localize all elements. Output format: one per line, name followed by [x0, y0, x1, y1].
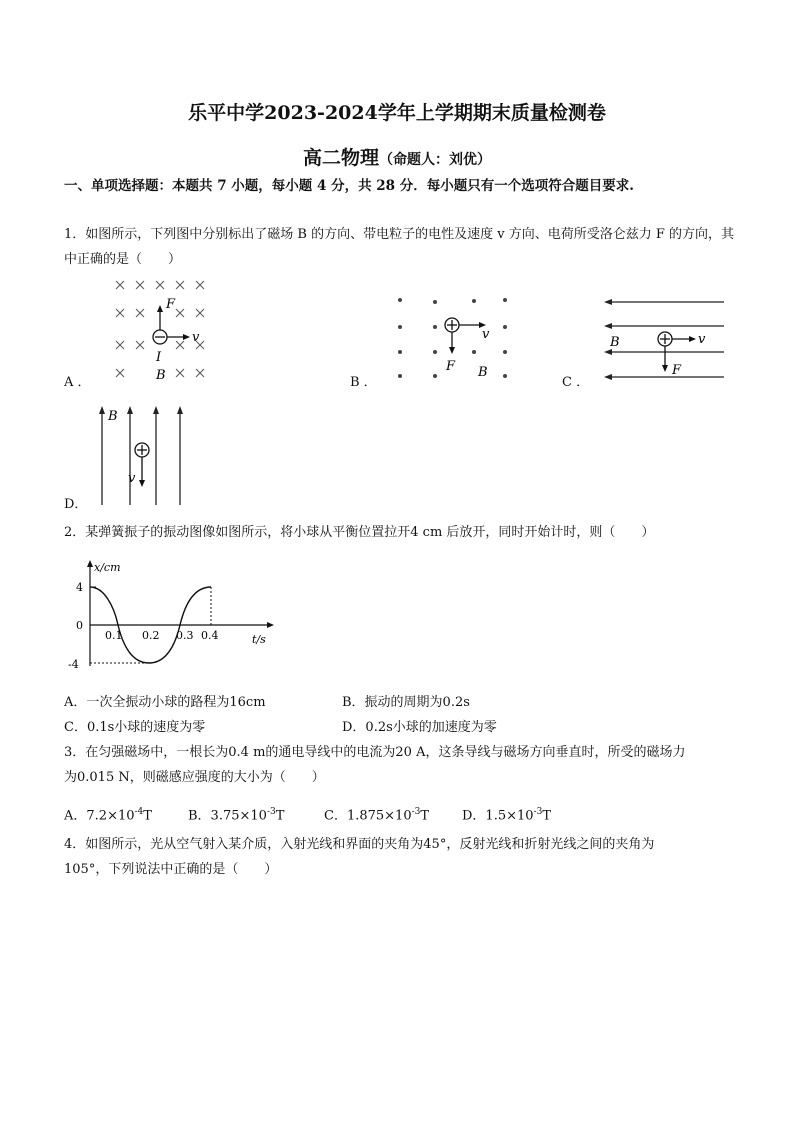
y-tick-0: 0: [76, 619, 83, 632]
x-axis-label: t/s: [252, 633, 266, 646]
label-f: F: [166, 297, 176, 312]
q2-option-d: D．0.2s小球的加速度为零: [342, 720, 497, 735]
y-axis-label: x/cm: [94, 561, 121, 574]
question-2-stem: 2．某弹簧振子的振动图像如图所示，将小球从平衡位置拉开4 cm 后放开，同时开始计时，则（ ）: [64, 525, 655, 540]
option-b-label: B ．: [350, 375, 377, 390]
x-tick-0.4: 0.4: [201, 629, 219, 642]
label-f: F: [446, 359, 456, 374]
q3-option-a: A．$7.2\times 10^{-4}T$: [64, 807, 152, 824]
label-b: B: [478, 365, 488, 380]
label-b: B: [108, 409, 118, 424]
q3-option-c: C．$1.875\times 10^{-3}T$: [324, 807, 430, 824]
x-tick-0.1: 0.1: [105, 629, 123, 642]
x-tick-0.3: 0.3: [176, 629, 194, 642]
q1-figure-a: [100, 275, 230, 390]
author-note: （命题人：刘优）: [379, 152, 491, 168]
question-3-stem-line2: 为0.015 N，则磁感应强度的大小为（ ）: [64, 770, 325, 785]
field-lines-up: [102, 412, 180, 505]
label-v: v: [698, 332, 706, 347]
q1-figure-b: [390, 292, 520, 387]
option-d-label: D．: [64, 497, 88, 512]
x-tick-0.2: 0.2: [142, 629, 160, 642]
option-a-label: A ．: [64, 375, 91, 390]
question-4-stem-line2: 105°，下列说法中正确的是（ ）: [64, 862, 278, 877]
q1-figure-c: [600, 292, 730, 387]
label-b: B: [610, 335, 620, 350]
q3-option-d: D．$1.5\times 10^{-3}T$: [462, 807, 551, 824]
question-4-stem-line1: 4．如图所示，光从空气射入某介质，入射光线和界面的夹角为45°，反射光线和折射光线之间的夹角为: [64, 837, 655, 852]
label-v: v: [128, 471, 136, 486]
y-tick-4: 4: [76, 581, 83, 594]
label-f: F: [672, 363, 682, 378]
q2-option-c: C．0.1s小球的速度为零: [64, 720, 206, 735]
page-title: 乐平中学2023-2024学年上学期期末质量检测卷: [188, 102, 606, 124]
question-1-stem: 1．如图所示，下列图中分别标出了磁场 B 的方向、带电粒子的电性及速度 v 方向、电荷所受洛仑兹力 F 的方向，其中正确的是（ ）: [64, 227, 734, 267]
q2-option-b: B．振动的周期为0.2s: [342, 695, 470, 710]
q3-option-b: B．$3.75\times 10^{-3}T$: [188, 807, 285, 824]
label-v: v: [192, 330, 200, 345]
label-b: B: [156, 368, 166, 383]
question-3-stem-line1: 3．在匀强磁场中，一根长为0.4 m的通电导线中的电流为20 A，这条导线与磁场方向垂直时，所受的磁场力: [64, 745, 686, 760]
option-c-label: C ．: [562, 375, 590, 390]
label-i: I: [156, 350, 162, 365]
q1-figure-d: [90, 400, 190, 510]
page-subtitle: [0, 143, 794, 170]
q2-option-a: A．一次全振动小球的路程为16cm: [64, 695, 266, 710]
subject-name: 高二物理: [302, 147, 379, 169]
y-tick-neg4: -4: [68, 658, 79, 671]
q2-vibration-graph: [62, 558, 287, 678]
section-heading: 一、单项选择题：本题共 7 小题，每小题 4 分，共 28 分．每小题只有一个选项符合题目要求.: [64, 178, 634, 194]
label-v: v: [482, 327, 490, 342]
